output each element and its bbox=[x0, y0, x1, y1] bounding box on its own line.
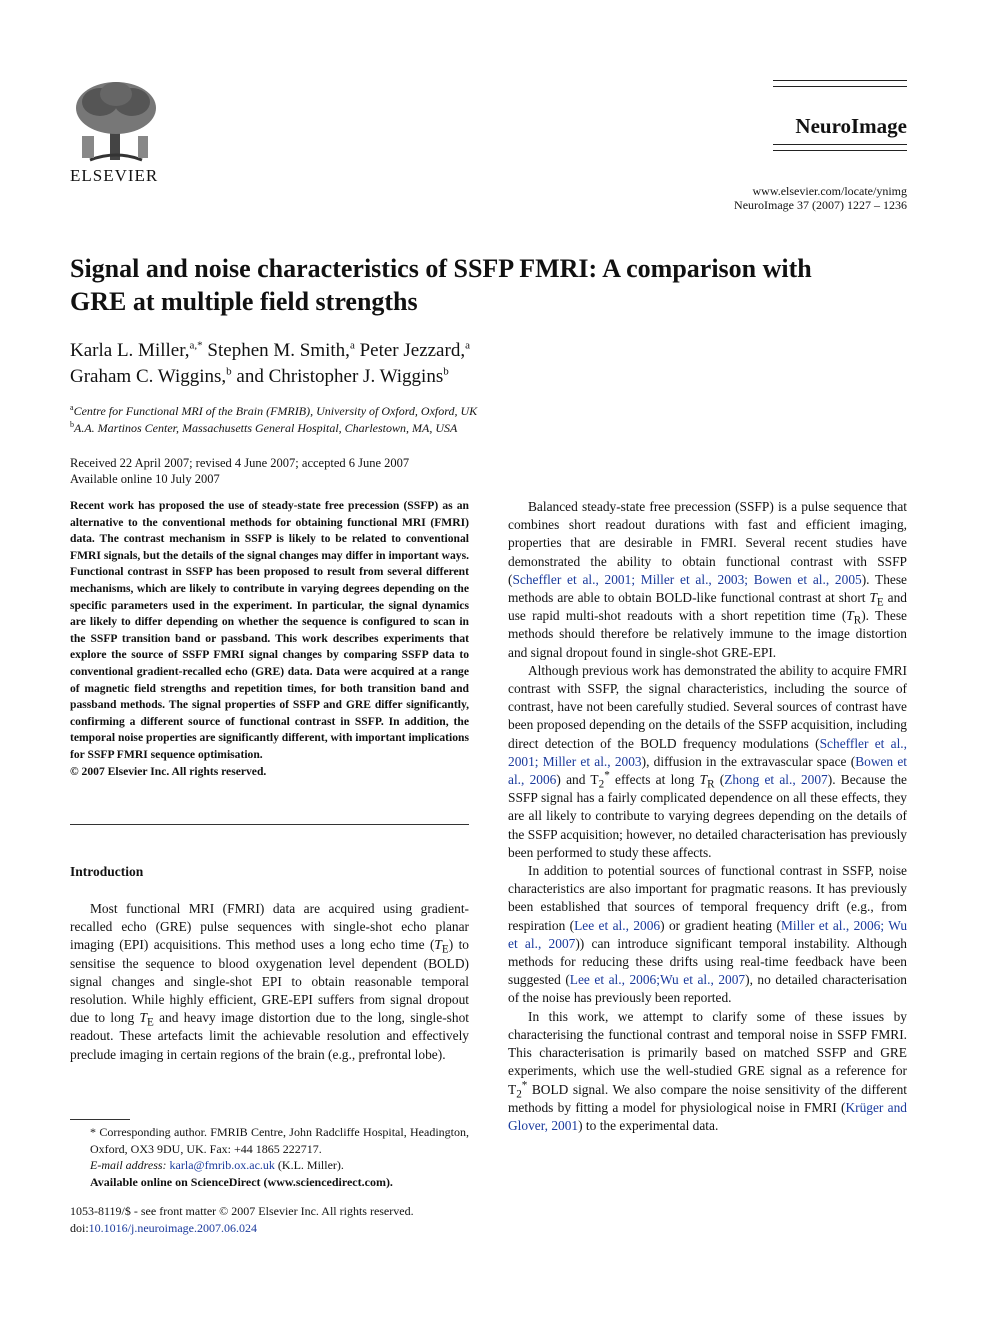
author-list bbox=[70, 338, 770, 390]
paragraph: In addition to potential sources of functional contrast in SSFP, noise characteristics are also important for pragmatic reasons. It has previously been established that sources of temporal frequency drift (e.g., from respiration (Lee et al., 2006) or gradient heating (Miller et al., 2006; Wu et al., 2007)) can introduce significant temporal instability. Although methods for reducing these drifts using real-time feedback have been suggested (Lee et al., 2006;Wu et al., 2007), no detailed characterisation of the noise has previously been reported. bbox=[508, 863, 908, 1006]
author-name: and Christopher J. Wiggins bbox=[236, 366, 444, 387]
paragraph: In this work, we attempt to clarify some of these issues by characterising the functional contrast and temporal noise in SSFP FMRI. This characterisation is primarily based on matched SSFP and GRE experiments, which use the well-studied GRE signal as a reference for $T_2^*$ BOLD signal. We also compare the noise sensitivity of the different methods by fitting a model for physiological noise in FMRI (Krüger and Glover, 2001) to the experimental data. bbox=[508, 1008, 907, 1133]
journal-url[interactable]: www.elsevier.com/locate/ynimg bbox=[752, 184, 907, 198]
doi-link[interactable]: 10.1016/j.neuroimage.2007.06.024 bbox=[88, 1221, 257, 1235]
corresponding-author-note: * Corresponding author. FMRIB Centre, John Radcliffe Hospital, Headington, Oxford, OX3 9DU, UK. Fax: +44 1865 222717. bbox=[90, 1125, 469, 1156]
paragraph: Although previous work has demonstrated the ability to acquire FMRI contrast with SSFP, the signal characteristics, including the source of contrast, have not been carefully studied. Several sources of contrast have been proposed depending on the details of the SSFP acquisition, including direct detection of the BOLD frequency modulations (Scheffler et al., 2001; Miller et al., 2003), diffusion in the extravascular space (Bowen et al., 2006) and $T_2^*$ effects at long $T_R$ (Zhong et al., 2007). Because the SSFP signal has a fairly complicated dependence on all these effects, they are all likely to contribute to varying degrees depending on the details of the SSFP acquisition; however, no detailed characterisation has previously been performed to study these affects. bbox=[508, 662, 907, 860]
doi-line: doi:10.1016/j.neuroimage.2007.06.024 bbox=[70, 1221, 257, 1235]
abstract-rule bbox=[70, 824, 469, 825]
author-affil-mark: b bbox=[443, 365, 449, 378]
citation-link[interactable]: Zhong et al., 2007 bbox=[724, 772, 828, 788]
header-rule-bottom bbox=[773, 144, 907, 145]
citation-link[interactable]: Bowen et al., 2006 bbox=[508, 753, 907, 788]
citation-link[interactable]: Lee et al., 2006 bbox=[574, 917, 661, 933]
intro-right-column bbox=[508, 498, 907, 1135]
header-rule-top bbox=[773, 80, 907, 81]
author-name: Peter Jezzard, bbox=[359, 340, 466, 361]
citation-link[interactable]: Krüger and Glover, 2001 bbox=[508, 1099, 907, 1133]
header-rule-top-2 bbox=[773, 86, 907, 87]
intro-left-column bbox=[70, 900, 469, 1064]
article-title: Signal and noise characteristics of SSFP FMRI: A comparison with GRE at multiple field strengths bbox=[70, 254, 812, 316]
email-link[interactable]: karla@fmrib.ox.ac.uk bbox=[169, 1158, 275, 1172]
author-affil-mark: b bbox=[226, 365, 232, 378]
header-rule-bottom-2 bbox=[773, 150, 907, 151]
abstract-copyright: © 2007 Elsevier Inc. All rights reserved. bbox=[70, 764, 267, 778]
author-name: Stephen M. Smith, bbox=[207, 340, 350, 361]
available-online-date: Available online 10 July 2007 bbox=[70, 472, 220, 486]
author-affil-mark: a,* bbox=[189, 339, 203, 352]
author-name: Graham C. Wiggins, bbox=[70, 366, 227, 387]
author-name: Karla L. Miller, bbox=[70, 340, 190, 361]
paragraph: Most functional MRI (FMRI) data are acquired using gradient-recalled echo (GRE) pulse sequences with single-shot echo planar imaging (EPI) acquisitions. This method uses a long echo time $(T_E)$ to sensitise the sequence to blood oxygenation level dependent (BOLD) signal changes and single-shot EPI to obtain reasonable temporal resolution. While highly efficient, GRE-EPI suffers from signal dropout due to long $T_E$ and heavy image distortion due to the long, single-shot readout. These artefacts limit the achievable resolution and effectively preclude imaging in certain regions of the brain (e.g., prefrontal lobe). bbox=[70, 901, 469, 1062]
journal-name: NeuroImage bbox=[795, 114, 907, 138]
email-line: E-mail address: karla@fmrib.ox.ac.uk (K.L. Miller). bbox=[90, 1158, 344, 1172]
article-dates bbox=[70, 455, 409, 487]
footnote-rule bbox=[70, 1119, 130, 1120]
citation-link[interactable]: Lee et al., 2006;Wu et al., 2007 bbox=[569, 972, 746, 988]
affiliations bbox=[70, 403, 770, 437]
sciencedirect-note: Available online on ScienceDirect (www.sciencedirect.com). bbox=[90, 1174, 393, 1189]
affiliation: $^a$Centre for Functional MRI of the Brain (FMRIB), University of Oxford, Oxford, UK bbox=[70, 403, 478, 418]
footnote bbox=[70, 1124, 469, 1190]
author-affil-mark: a bbox=[349, 339, 355, 352]
citation-link[interactable]: Scheffler et al., 2001; Miller et al., 2003 bbox=[508, 735, 907, 769]
journal-citation: NeuroImage 37 (2007) 1227 – 1236 bbox=[734, 198, 907, 212]
author-affil-mark: a bbox=[465, 339, 470, 352]
abstract bbox=[70, 498, 469, 780]
front-matter bbox=[70, 1203, 414, 1237]
issn-line: 1053-8119/$ - see front matter © 2007 Elsevier Inc. All rights reserved. bbox=[70, 1204, 414, 1218]
citation-link[interactable]: Miller et al., 2006; Wu et al., 2007 bbox=[508, 917, 908, 951]
paragraph: Balanced steady-state free precession (SSFP) is a pulse sequence that combines short readout durations with fast and efficient imaging, properties that are desirable in FMRI. Several recent studies have demonstrated the ability to obtain functional contrast with SSFP (Scheffler et al., 2001; Miller et al., 2003; Bowen et al., 2005). These methods are able to obtain BOLD-like functional contrast at short $T_E$ and use rapid multi-shot readouts with a short repetition time $(T_R)$. These methods should therefore be relatively immune to the image distortion and signal dropout found in single-shot GRE-EPI. bbox=[508, 499, 907, 660]
publisher-name: ELSEVIER bbox=[70, 166, 159, 185]
abstract-text: Recent work has proposed the use of steady-state free precession (SSFP) as an alternative to the conventional methods for obtaining functional MRI (FMRI) data. The contrast mechanism in SSFP is likely to be related to conventional FMRI signals, but the details of the signal changes may differ in important ways. Functional contrast in SSFP has been proposed to result from several different mechanisms, which are likely to contribute in varying degrees depending on the specific parameters used in the experiment. In particular, the signal dynamics are likely to differ depending on whether the sequence is configured to scan in the SSFP transition band or passband. This work describes experiments that explore the source of SSFP FMRI signal changes by comparing SSFP data to conventional gradient-recalled echo (GRE) data. Data were acquired at a range of magnetic field strengths and repetition times, for both transition band and passband methods. The signal properties of SSFP and GRE differ significantly, confirming a different source of functional contrast in SSFP. In addition, the temporal noise properties are significantly different, with important implications for SSFP FMRI sequence optimisation. bbox=[70, 499, 469, 761]
received-dates: Received 22 April 2007; revised 4 June 2007; accepted 6 June 2007 bbox=[70, 456, 410, 470]
citation-link[interactable]: Scheffler et al., 2001; Miller et al., 2003; Bowen et al., 2005 bbox=[512, 571, 862, 587]
section-heading-introduction: Introduction bbox=[70, 864, 144, 879]
affiliation: $^b$A.A. Martinos Center, Massachusetts General Hospital, Charlestown, MA, USA bbox=[70, 420, 458, 435]
